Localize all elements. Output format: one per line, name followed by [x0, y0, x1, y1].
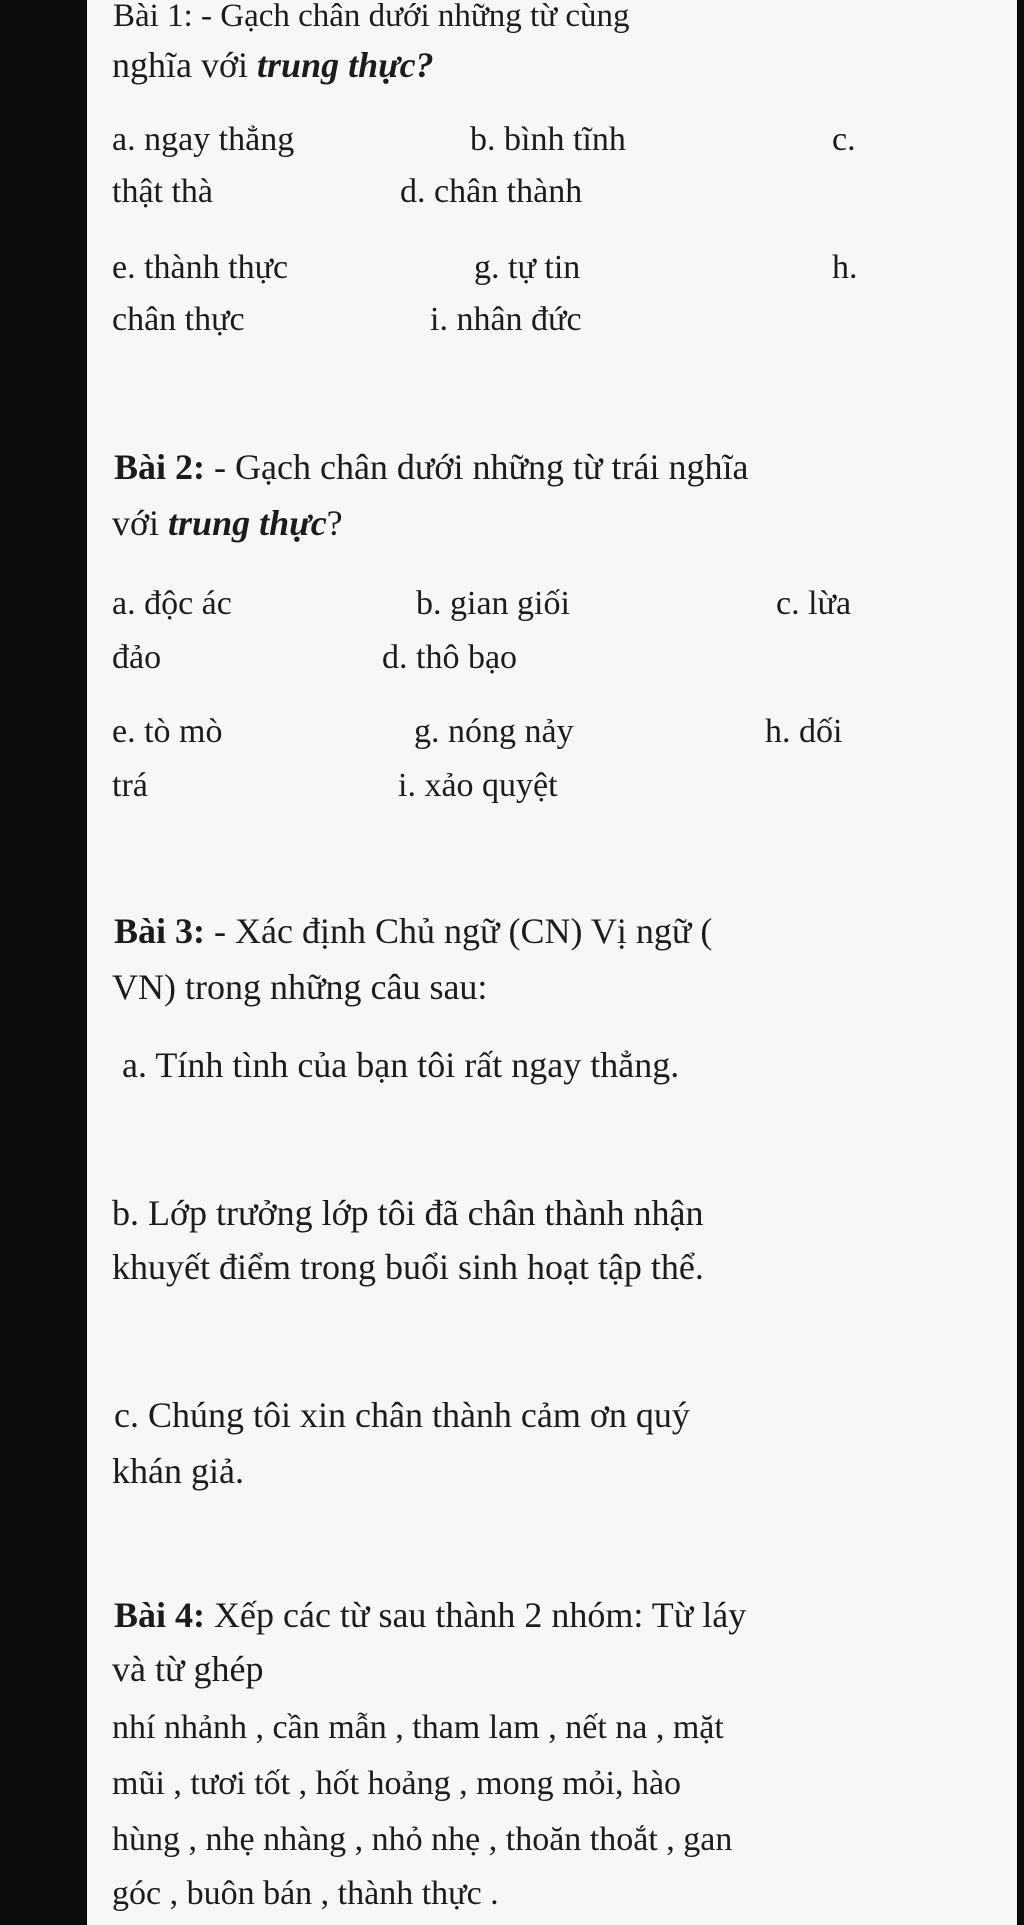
bai1-line2-prefix: nghĩa với	[112, 45, 258, 85]
bai1-option-h: h.	[832, 249, 858, 286]
bai2-option-i: i. xảo quyệt	[398, 767, 558, 804]
bai3-line1	[114, 910, 712, 952]
bai1-option-b: b. bình tĩnh	[470, 121, 626, 158]
bai1-option-a: a. ngay thẳng	[112, 121, 295, 158]
bai2-line2-prefix: với	[112, 503, 169, 543]
bai2-option-a: a. độc ác	[112, 585, 232, 622]
bai4-words-line3: hùng , nhẹ nhàng , nhỏ nhẹ , thoăn thoắt , gan	[112, 1821, 733, 1858]
bai2-option-g: g. nóng nảy	[414, 713, 574, 750]
bai2-keyword: trung thực	[168, 503, 327, 543]
bai1-option-h-cont: chân thực	[112, 301, 245, 338]
bai3-sentence-c-line2: khán giả.	[112, 1451, 244, 1491]
bai4-label: Bài 4:	[114, 1595, 206, 1635]
bai3-line1-rest: - Xác định Chủ ngữ (CN) Vị ngữ (	[205, 911, 713, 951]
bai3-line2: VN) trong những câu sau:	[112, 967, 488, 1007]
bai4-line1	[114, 1594, 746, 1636]
bai4-words-line1: nhí nhảnh , cần mẫn , tham lam , nết na , mặt	[112, 1709, 724, 1746]
bai2-option-e: e. tò mò	[112, 713, 223, 750]
bai1-line2	[112, 44, 434, 86]
bai1-option-c-cont: thật thà	[112, 173, 214, 210]
bai1-line1: Bài 1: - Gạch chân dưới những từ cùng	[113, 0, 630, 34]
bai4-words-line4: góc , buôn bán , thành thực .	[112, 1875, 499, 1912]
bai2-option-c: c. lừa	[776, 585, 852, 622]
bai3-label: Bài 3:	[114, 911, 206, 951]
bai4-words-line2: mũi , tươi tốt , hốt hoảng , mong mỏi, hào	[112, 1765, 682, 1802]
bai3-sentence-b-line2: khuyết điểm trong buổi sinh hoạt tập thể.	[112, 1247, 704, 1287]
bai3-sentence-b-line1: b. Lớp trưởng lớp tôi đã chân thành nhận	[112, 1193, 704, 1233]
bai2-option-h-cont: trá	[112, 767, 148, 804]
bai2-line1	[114, 446, 748, 488]
bai1-option-e: e. thành thực	[112, 249, 289, 286]
bai1-option-c: c.	[832, 121, 856, 158]
bai2-line1-rest: - Gạch chân dưới những từ trái nghĩa	[205, 447, 749, 487]
bai3-sentence-c-line1: c. Chúng tôi xin chân thành cảm ơn quý	[114, 1395, 690, 1435]
bai1-option-g: g. tự tin	[474, 249, 581, 286]
bai2-option-c-cont: đảo	[112, 639, 162, 676]
bai2-option-b: b. gian giối	[416, 585, 570, 622]
worksheet-page	[87, 0, 1017, 1925]
bai2-line2-suffix: ?	[326, 503, 343, 543]
bai1-option-i: i. nhân đức	[430, 301, 582, 338]
bai2-label: Bài 2:	[114, 447, 206, 487]
bai2-line2	[112, 502, 343, 544]
bai2-option-d: d. thô bạo	[382, 639, 518, 676]
bai1-keyword: trung thực?	[257, 45, 434, 85]
bai1-option-d: d. chân thành	[400, 173, 583, 210]
bai4-line1-rest: Xếp các từ sau thành 2 nhóm: Từ láy	[205, 1595, 747, 1635]
bai4-line2: và từ ghép	[112, 1649, 264, 1689]
bai3-sentence-a: a. Tính tình của bạn tôi rất ngay thẳng.	[122, 1045, 680, 1085]
bai2-option-h: h. dối	[765, 713, 843, 750]
